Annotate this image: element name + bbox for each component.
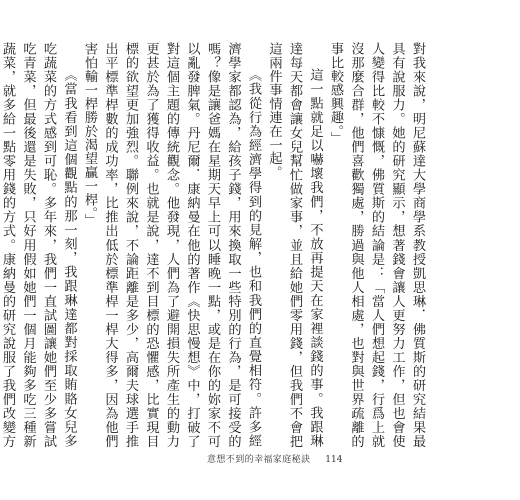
page-footer	[207, 452, 342, 465]
running-title: 意想不到的幸福家庭秘訣	[207, 455, 311, 465]
page-number: 114	[325, 455, 343, 465]
paragraph-2: 這一點就足以嚇壞我們，不放再提天在家裡談錢的事。我跟琳達每天都會讓女兒幫忙做家事，並且給她們零用錢，但我們不會把這兩件事情連在一起。	[266, 42, 323, 448]
paragraph-3: 《我從行為經濟學得到的見解，也和我們的直覺相符。許多經濟學家都認為，給孩子錢，用來換取一些特別的行為，是可接受的嗎？像是讓爸媽在星期天早上可以睡晚一點，或是在你的妳家不可以亂發脾氣。丹尼爾．康納曼在他的著作《快思慢想》中，打破了對這個主題的傳統觀念。他發現，人們為了避開損失所產生的動力更甚於為了獲得收益。也就是說，達不到目標的恐懼感，比實現目標的欲望更加強烈。聯例來說，不論距離是多少，高爾夫球選手推出平標準桿數的成功率，比推出低於標準桿一桿大得多，因為他們害怕輸一桿勝於渴望贏一桿。」	[82, 42, 261, 448]
vertical-body-text	[0, 42, 427, 448]
paragraph-4: 《當我看到這個觀點的那一刻，我跟琳達都對採取賄賂女兒多吃蔬菜的方式感到可恥。多年來，我們一直試圖讓她們至少多嘗試吃青菜，但最後還是失敗，只好用假如她們一個月能夠多吃三種新蔬菜，就多給一點零用錢的方式。康納曼的研究說服了我們改變方	[0, 42, 77, 448]
paragraph-1: 對我來說，明尼蘇達大學商學系教授凱思琳．佛質斯的研究結果最具有說服力。她的研究顯示，想著錢會讓人更努力工作，但也會使人變得比較不慷慨，佛質斯的結論是：「當人們想起錢，行爲上就沒那麼合群，他們喜歡獨處，勝過與他人相處，也對與世界疏離的事比較感興趣。」	[328, 42, 425, 448]
